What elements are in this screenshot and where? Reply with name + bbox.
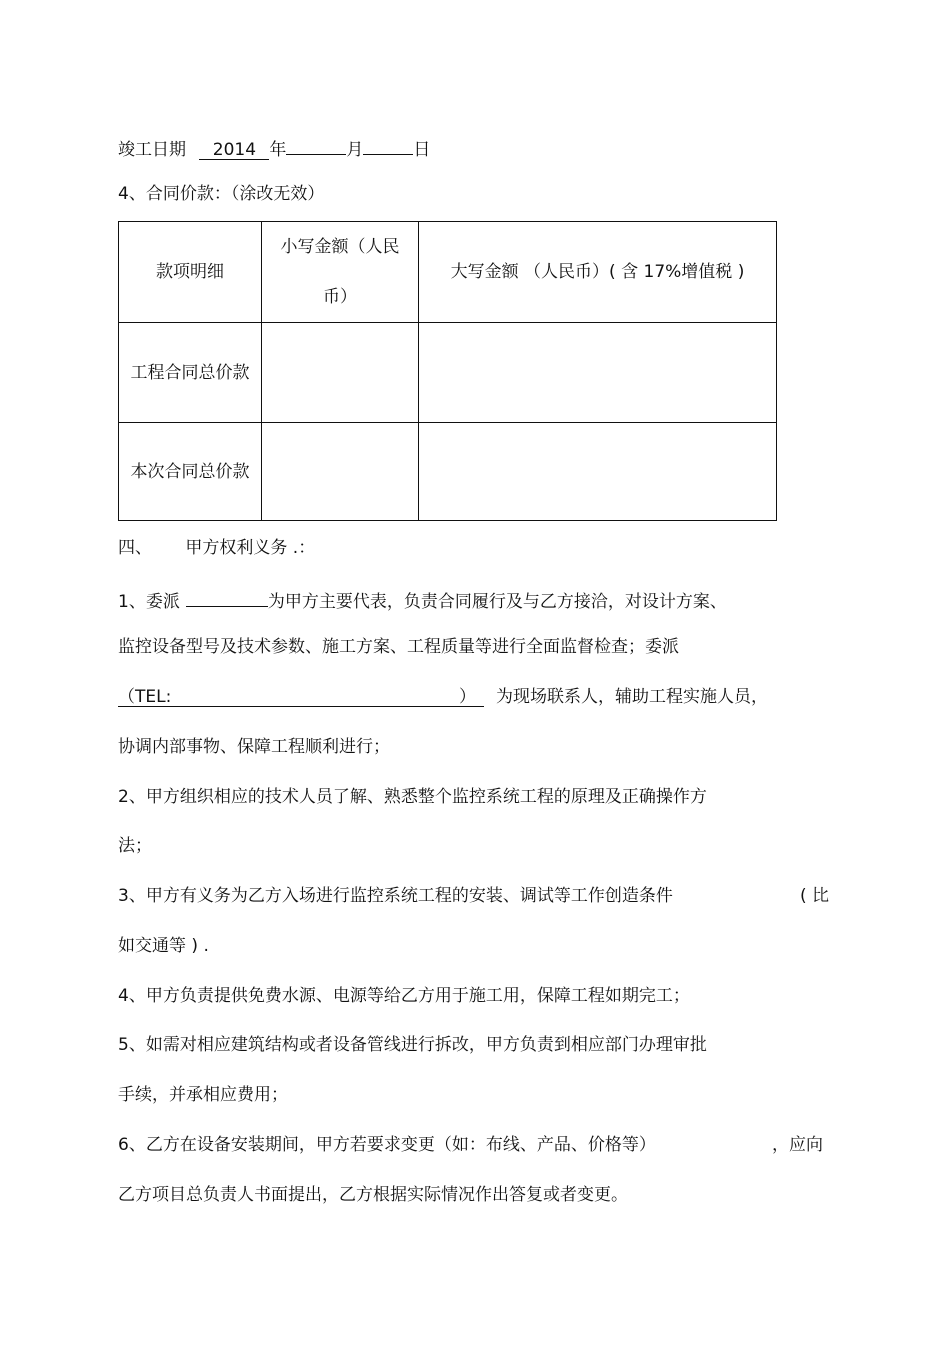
table-header-row [119,222,777,323]
item-1-line-4: 协调内部事物、保障工程顺利进行； [118,737,390,757]
year-unit: 年 [269,140,287,160]
large-amount-cell[interactable] [419,423,777,521]
item-4-line: 4、甲方负责提供免费水源、电源等给乙方用于施工用，保障工程如期完工； [118,986,690,1006]
item-6-line-1: 6、乙方在设备安装期间，甲方若要求变更（如：布线、产品、价格等） [118,1135,656,1155]
table-row [119,323,777,423]
section-number: 四、 [118,538,152,558]
item-3-line-1-tail: ( 比 [800,886,830,906]
completion-day-field[interactable] [363,135,413,155]
price-heading: 4、合同价款：（涂改无效） [118,184,325,204]
price-table [118,221,777,521]
item-6-line-2: 乙方项目总负责人书面提出，乙方根据实际情况作出答复或者变更。 [118,1185,628,1205]
header-small-amount: 小写金额（人民币） [262,222,419,323]
row-label: 工程合同总价款 [119,323,262,423]
completion-date-line [118,135,430,160]
completion-month-field[interactable] [286,135,346,155]
item-1-line-2: 监控设备型号及技术参数、施工方案、工程质量等进行全面监督检查；委派 [118,637,679,657]
section-title: 甲方权利义务 .： [185,538,316,558]
section-heading [118,538,315,558]
contact-tel-field[interactable]: （TEL: ） [118,687,484,707]
header-item: 款项明细 [119,222,262,323]
item-1-line-1: 1、委派 为甲方主要代表，负责合同履行及与乙方接洽，对设计方案、 [118,587,727,612]
row-label: 本次合同总价款 [119,423,262,521]
representative-field[interactable] [186,587,268,607]
day-unit: 日 [413,140,431,160]
table-row [119,423,777,521]
small-amount-cell[interactable] [262,423,419,521]
item-1-line-3: （TEL: ） 为现场联系人，辅助工程实施人员， [118,687,768,707]
item-5-line-1: 5、如需对相应建筑结构或者设备管线进行拆改，甲方负责到相应部门办理审批 [118,1035,707,1055]
item-5-line-2: 手续，并承相应费用； [118,1085,288,1105]
month-unit: 月 [346,140,364,160]
completion-year-field[interactable]: 2014 [199,140,269,160]
header-large-amount: 大写金额 （人民币）( 含 17%增值税 ) [419,222,777,323]
small-amount-cell[interactable] [262,323,419,423]
completion-date-label: 竣工日期 [118,140,186,160]
item-2-line-2: 法； [118,836,152,856]
item-6-line-1-tail: ，应向 [772,1135,823,1155]
item-3-line-2: 如交通等 ) . [118,936,209,956]
large-amount-cell[interactable] [419,323,777,423]
item-3-line-1: 3、甲方有义务为乙方入场进行监控系统工程的安装、调试等工作创造条件 [118,886,673,906]
item-2-line-1: 2、甲方组织相应的技术人员了解、熟悉整个监控系统工程的原理及正确操作方 [118,787,707,807]
